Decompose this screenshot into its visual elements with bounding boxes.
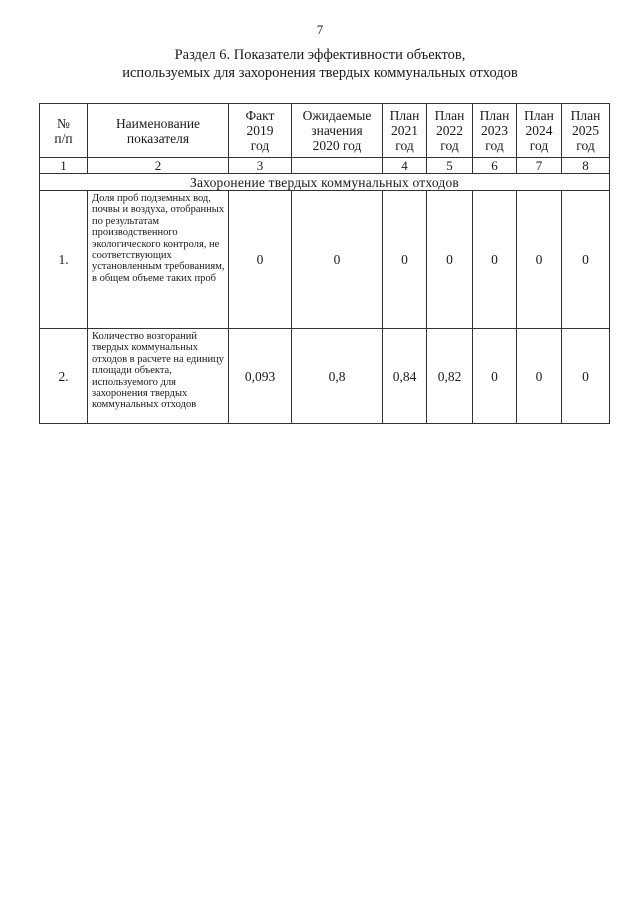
header-plan-2025: План 2025 год bbox=[562, 104, 610, 158]
section-heading: Захоронение твердых коммунальных отходов bbox=[40, 174, 610, 191]
value-fact-2019: 0,093 bbox=[229, 329, 292, 424]
section-title bbox=[0, 46, 640, 82]
column-number bbox=[292, 158, 383, 174]
column-number: 3 bbox=[229, 158, 292, 174]
value-plan-2022: 0 bbox=[427, 191, 473, 329]
header-plan-2024: План 2024 год bbox=[517, 104, 562, 158]
value-expected-2020: 0,8 bbox=[292, 329, 383, 424]
column-number: 5 bbox=[427, 158, 473, 174]
table-row bbox=[40, 191, 610, 329]
header-plan-2023: План 2023 год bbox=[473, 104, 517, 158]
value-plan-2024: 0 bbox=[517, 329, 562, 424]
value-plan-2025: 0 bbox=[562, 329, 610, 424]
header-row bbox=[40, 104, 610, 158]
indicator-name: Количество возгораний твердых коммунальных отходов в расчете на единицу площади объекта, используемого для захоронения твердых коммунальных отходов bbox=[88, 329, 229, 424]
column-number-row bbox=[40, 158, 610, 174]
row-number: 2. bbox=[40, 329, 88, 424]
column-number: 6 bbox=[473, 158, 517, 174]
column-number: 8 bbox=[562, 158, 610, 174]
header-num: № п/п bbox=[40, 104, 88, 158]
value-plan-2021: 0,84 bbox=[383, 329, 427, 424]
value-plan-2023: 0 bbox=[473, 329, 517, 424]
title-line-1: Раздел 6. Показатели эффективности объектов, bbox=[174, 47, 466, 63]
page-number: 7 bbox=[316, 22, 324, 37]
value-plan-2023: 0 bbox=[473, 191, 517, 329]
header-plan-2021: План 2021 год bbox=[383, 104, 427, 158]
value-fact-2019: 0 bbox=[229, 191, 292, 329]
section-row bbox=[40, 174, 610, 191]
value-plan-2024: 0 bbox=[517, 191, 562, 329]
value-plan-2021: 0 bbox=[383, 191, 427, 329]
row-number: 1. bbox=[40, 191, 88, 329]
value-expected-2020: 0 bbox=[292, 191, 383, 329]
header-fact-2019: Факт 2019 год bbox=[229, 104, 292, 158]
indicators-table bbox=[39, 103, 610, 424]
column-number: 2 bbox=[88, 158, 229, 174]
table-row bbox=[40, 329, 610, 424]
column-number: 7 bbox=[517, 158, 562, 174]
header-name: Наименование показателя bbox=[88, 104, 229, 158]
value-plan-2022: 0,82 bbox=[427, 329, 473, 424]
header-plan-2022: План 2022 год bbox=[427, 104, 473, 158]
title-line-2: используемых для захоронения твердых коммунальных отходов bbox=[122, 65, 518, 81]
column-number: 4 bbox=[383, 158, 427, 174]
indicator-name: Доля проб подземных вод, почвы и воздуха, отобранных по результатам производственного экологического контроля, не соответствующих установленным требованиям, в общем объеме таких проб bbox=[88, 191, 229, 329]
value-plan-2025: 0 bbox=[562, 191, 610, 329]
column-number: 1 bbox=[40, 158, 88, 174]
header-expected-2020: Ожидаемые значения 2020 год bbox=[292, 104, 383, 158]
